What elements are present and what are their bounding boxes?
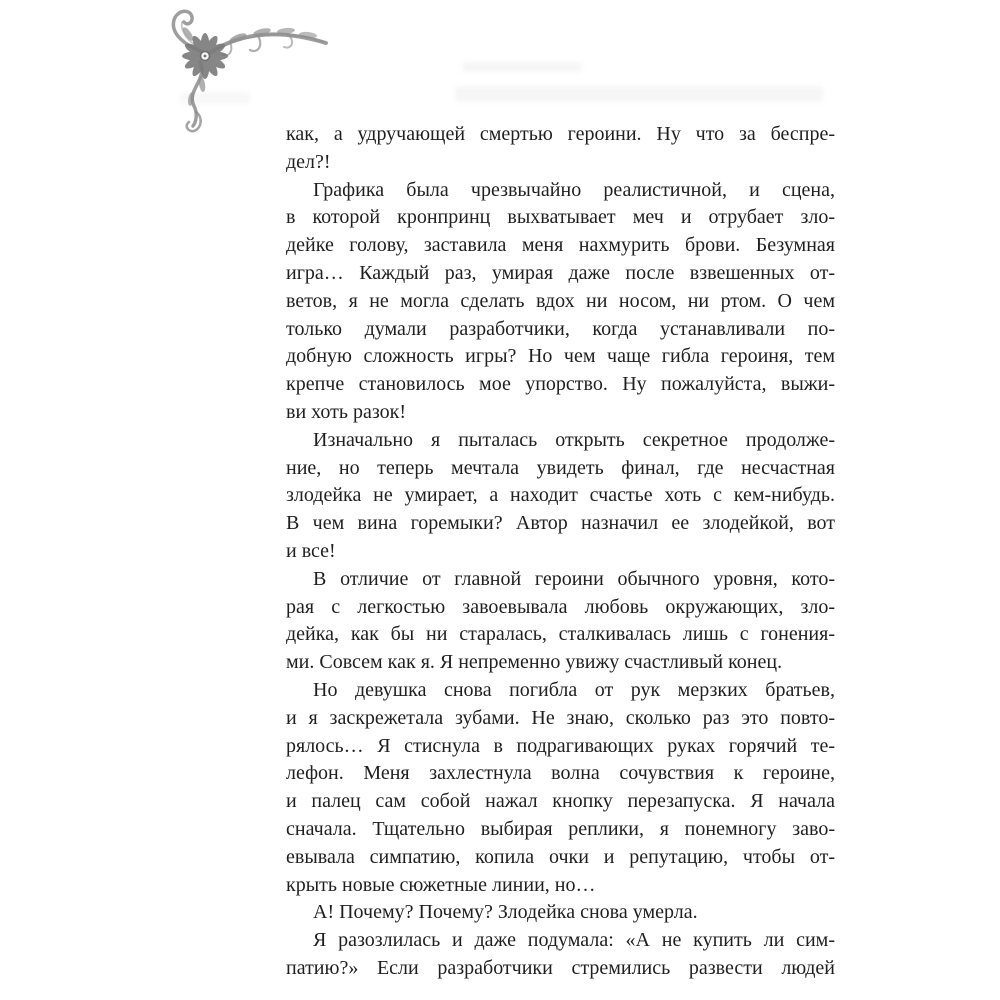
paragraph: [286, 177, 835, 427]
text-line: патию?» Если разработчики стремились развести людей: [286, 956, 835, 979]
bleed-through-smudge: [180, 92, 250, 104]
body-text: [286, 121, 835, 983]
text-line: как, а удручающей смертью героини. Ну что за беспре-: [286, 123, 835, 145]
text-line: ви хоть разок!: [286, 400, 407, 423]
text-line: Но девушка снова погибла от рук мерзких братьев,: [313, 678, 835, 701]
floral-corner-ornament-icon: [158, 4, 334, 137]
text-line: и я заскрежетала зубами. Не знаю, сколько раз это повто-: [286, 706, 835, 729]
text-line: рая с легкостью завоевывала любовь окружающих, зло-: [286, 595, 835, 618]
text-line: рялось… Я стиснула в подрагивающих руках горячий те-: [286, 734, 835, 757]
paragraph: [286, 927, 835, 983]
text-line: Я разозлилась и даже подумала: «А не купить ли сим-: [313, 929, 835, 952]
text-line: только думали разработчики, когда устанавливали по-: [286, 317, 835, 340]
text-line: и палец сам собой нажал кнопку перезапуска. Я начала: [286, 790, 835, 813]
text-line: в которой кронпринц выхватывает меч и отрубает зло-: [286, 206, 835, 229]
text-line: дейке голову, заставила меня нахмурить брови. Безумная: [286, 234, 835, 257]
bleed-through-smudge: [462, 62, 582, 72]
paragraph: [286, 427, 835, 566]
paragraph: [286, 899, 835, 927]
text-line: добную сложность игры? Но чем чаще гибла героиня, тем: [286, 345, 835, 368]
text-line: А! Почему? Почему? Злодейка снова умерла.: [313, 901, 698, 924]
bleed-through-smudge: [455, 86, 823, 102]
paragraph: [286, 677, 835, 899]
text-line: ветов, я не могла сделать вдох ни носом, ни ртом. О чем: [286, 289, 835, 312]
text-line: В отличие от главной героини обычного уровня, кото-: [313, 567, 835, 590]
paragraph: [286, 121, 835, 177]
text-line: крыть новые сюжетные линии, но…: [286, 873, 596, 896]
text-line: злодейка не умирает, а находит счастье хоть с кем-нибудь.: [286, 484, 835, 507]
text-line: сначала. Тщательно выбирая реплики, я понемногу заво-: [286, 817, 835, 840]
paragraph: [286, 566, 835, 677]
text-line: и все!: [286, 539, 336, 562]
text-line: Графика была чрезвычайно реалистичной, и сцена,: [313, 178, 835, 201]
text-line: лефон. Меня захлестнула волна сочувствия к героине,: [286, 762, 835, 785]
text-line: дейка, как бы ни старалась, сталкивалась лишь с гонения-: [286, 623, 835, 646]
text-line: евывала симпатию, копила очки и репутацию, чтобы от-: [286, 845, 835, 868]
text-line: Изначально я пыталась открыть секретное продолже-: [313, 428, 835, 451]
text-line: ние, но теперь мечтала увидеть финал, где несчастная: [286, 456, 835, 479]
text-line: дел?!: [286, 150, 331, 173]
text-line: крепче становилось мое упорство. Ну пожалуйста, выжи-: [286, 373, 835, 396]
text-line: В чем вина горемыки? Автор назначил ее злодейкой, вот: [286, 512, 835, 535]
text-line: ми. Совсем как я. Я непременно увижу счастливый конец.: [286, 651, 783, 674]
text-line: игра… Каждый раз, умирая даже после взвешенных от-: [286, 261, 835, 284]
